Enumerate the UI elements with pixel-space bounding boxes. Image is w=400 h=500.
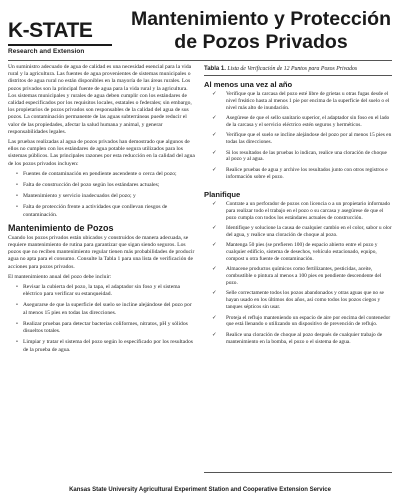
- checklist-item: [204, 242, 392, 263]
- left-column: [8, 64, 196, 358]
- checklist-item: [204, 167, 392, 181]
- checklist-item-text: Si los resultados de las pruebas lo indican, realice una cloración de choque al pozo y al agua.: [226, 149, 387, 163]
- plan-checklist: [204, 201, 392, 346]
- list-item: • Falta de construcción del pozo según los estándares actuales;: [16, 182, 196, 189]
- checklist-item-text: Almacene productos químicos como fertilizantes, pesticidas, aceite, combustible o pintura al menos a 100 pies en pendiente descendente del pozo.: [226, 266, 382, 287]
- page-footer: Kansas State University Agricultural Experiment Station and Cooperative Extension Service: [69, 487, 331, 493]
- maintenance-paragraph-1: Cuando los pozos privados están ubicados y construidos de manera adecuada, se requiere mantenimiento de rutina para garantizar que sigan siendo seguros. Los pozos que no reciben mantenimiento regular tienen más probabilidades de producir agua no apta para el consumo. Consulte la Tabla 1 para una lista de verificación de acciones para pozos privados.: [8, 234, 195, 270]
- logo-wordmark-text: K-STATE: [8, 19, 93, 42]
- checkmark-icon: ✓: [212, 200, 217, 207]
- checklist-item-text: Identifique y solucione la causa de cualquier cambio en el color, sabor u olor del agua, y realice una cloración de choque al pozo.: [226, 225, 392, 238]
- logo-rule: [8, 44, 112, 46]
- checklist-item: [204, 201, 392, 222]
- checklist-item: [204, 290, 392, 311]
- list-item: • Falta de protección frente a actividades que conllevan riesgos de contaminación.: [16, 204, 196, 218]
- checkmark-icon: ✓: [212, 149, 217, 156]
- header-divider: [8, 60, 392, 61]
- checklist-item: [204, 91, 392, 112]
- maintenance-paragraph-2: El mantenimiento anual del pozo debe incluir:: [8, 273, 112, 280]
- checklist-item: [204, 225, 392, 239]
- section-spacer: [204, 184, 392, 188]
- list-item: • Fuentes de contaminación en pendiente ascendente o cerca del pozo;: [16, 171, 196, 178]
- list-item: • Mantenimiento y servicio inadecuados del pozo; y: [16, 193, 196, 200]
- checkmark-icon: ✓: [212, 242, 217, 249]
- intro-paragraph-2: Las pruebas realizadas al agua de pozos privados han demostrado que algunos de ellos no cumplen con los estándares de agua potable segura utilizados para los sistemas públicos. Las principales razones por esta reducción en la calidad del agua de los pozos privados incluyen:: [8, 139, 195, 167]
- checklist-item: [204, 132, 392, 146]
- checklist-item-text: Asegúrese de que el sello sanitario superior, el adaptador sin foso en el lado de la carcasa y el servicio eléctrico estén seguros y herméticos.: [226, 115, 390, 129]
- annual-checklist: [204, 91, 392, 181]
- maintenance-heading: Mantenimiento de Pozos: [8, 222, 114, 233]
- table-name: Lista de Verificación de 12 Puntos para Pozos Privados: [227, 66, 358, 72]
- checkmark-icon: ✓: [212, 314, 217, 321]
- table-number: Tabla 1.: [204, 66, 226, 72]
- checklist-table: [204, 66, 392, 476]
- checklist-item: [204, 115, 392, 129]
- checklist-item-text: Realice una cloración de choque al pozo después de cualquier trabajo de mantenimiento en la bomba, el pozo o el sistema de agua.: [226, 331, 383, 345]
- checklist-item-text: Proteja el reflujo manteniendo un espacio de aire por encima del contenedor que está llenando o utilizando un dispositivo de prevención de reflujo.: [226, 314, 391, 328]
- page-title: [128, 8, 394, 54]
- checkmark-icon: ✓: [212, 132, 217, 139]
- checkmark-icon: ✓: [212, 266, 217, 273]
- logo-wordmark: [8, 20, 126, 41]
- table-section-annual-heading: Al menos una vez al año: [204, 80, 293, 89]
- kstate-logo: [8, 20, 126, 55]
- list-item: • Limpiar y tratar el sistema del pozo según lo especificado por los resultados de la prueba de agua.: [16, 339, 196, 353]
- checklist-item-text: Realice pruebas de agua y archive los resultados junto con otros registros e información sobre el pozo.: [226, 166, 388, 180]
- list-item: • Realizar pruebas para detectar bacterias coliformes, nitratos, pH y sólidos disueltos totales.: [16, 321, 196, 335]
- checklist-item-text: Mantenga 50 pies (se prefieren 100) de espacio abierto entre el pozo y cualquier edificio, sistema de desechos, vehículo estacionado, equipo, compost u otra fuente de contaminación.: [226, 242, 378, 263]
- checklist-item-text: Verifique que la carcasa del pozo esté libre de grietas u otras fugas desde el nivel freático hasta al menos 1 pie por encima de la superficie del suelo o el nivel más alto de inundación.: [226, 91, 390, 111]
- table-section-plan-heading: Planifique: [204, 189, 241, 199]
- checklist-item-text: Selle correctamente todos los pozos abandonados y otras aguas que no se hayan usado en los últimos dos años, así como todos los pozos ciegos y tanques sépticos sin usar.: [226, 290, 384, 311]
- checklist-item: [204, 150, 392, 164]
- page-title-line-1: Mantenimiento y Protección: [130, 8, 392, 30]
- checkmark-icon: ✓: [212, 225, 217, 232]
- checklist-item: [204, 266, 392, 287]
- list-item: • Revisar la cubierta del pozo, la tapa, el adaptador sin foso y el sistema eléctrico para verificar su estanqueidad.: [16, 284, 196, 298]
- table-caption: [204, 66, 392, 73]
- checklist-item: [204, 332, 392, 346]
- checkmark-icon: ✓: [212, 91, 217, 97]
- checklist-item-text: Verifique que el suelo se incline alejándose del pozo por al menos 15 pies en todas las direcciones.: [226, 132, 392, 146]
- maintenance-list: [8, 284, 196, 354]
- table-body: [204, 75, 392, 473]
- intro-paragraph-1: Un suministro adecuado de agua de calidad es una necesidad esencial para la vida rural y la agricultura. Las fuentes de agua provenientes de sistemas municipales o distritos de agua rural no están disponibles en la mayoría de las áreas rurales. Los pozos privados son la principal fuente de agua para la vida rural y la agricultura. Los sistemas municipales y rurales de agua deben cumplir con los estándares de calidad especificados por los requisitos locales, estatales o federales; sin embargo, los propietarios de pozos privados son responsables de la calidad del agua de sus pozos. La contaminación permanente de las aguas subterráneas puede reducir el valor de las propiedades, afectar la salud humana y animal, y generar responsabilidades legales.: [8, 64, 192, 135]
- reasons-list: [8, 171, 196, 219]
- checkmark-icon: ✓: [212, 331, 217, 338]
- checklist-item-text: Contrate a un perforador de pozos con licencia o a un propietario informado para realizar todo el trabajo en el pozo o su carcasa y asegúrese de que el pozo cumpla con todos los estándares actuales de construcción.: [226, 200, 391, 221]
- checkmark-icon: ✓: [212, 290, 217, 297]
- checklist-item: [204, 315, 392, 329]
- logo-subtitle: Research and Extension: [8, 47, 85, 55]
- checkmark-icon: ✓: [212, 166, 217, 173]
- list-item: • Asegurarse de que la superficie del suelo se incline alejándose del pozo por al menos 15 pies en todas las direcciones.: [16, 302, 196, 316]
- page-title-line-2: de Pozos Privados: [174, 31, 348, 53]
- checkmark-icon: ✓: [212, 115, 217, 122]
